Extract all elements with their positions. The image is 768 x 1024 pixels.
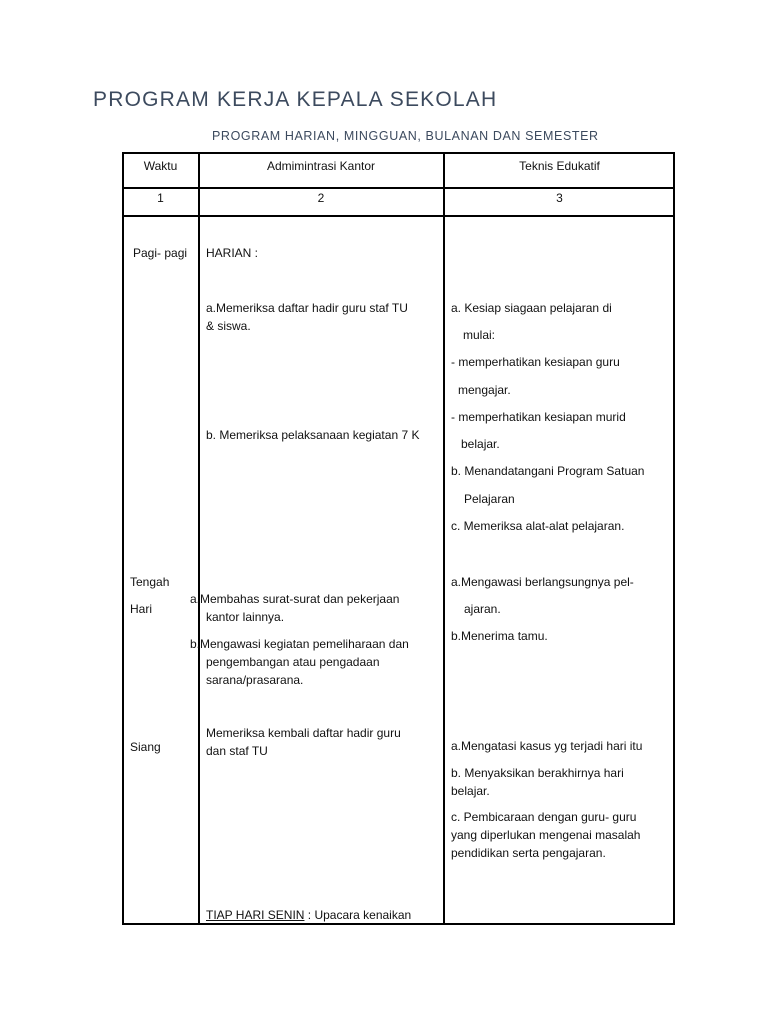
edu-item-d2-line2: belajar. (461, 437, 500, 451)
header-administrasi: Admimintrasi Kantor (266, 159, 376, 173)
admin-item-b1: b. Memeriksa pelaksanaan kegiatan 7 K (206, 428, 420, 442)
admin-senin-rest: : Upacara kenaikan (304, 908, 412, 922)
edu-item-b1-line2: Pelajaran (464, 492, 515, 506)
edu-item-a3: a.Mengatasi kasus yg terjadi hari itu (451, 739, 643, 753)
admin-item-b2-line2: pengembangan atau pengadaan (206, 655, 380, 669)
waktu-pagi: Pagi- pagi (133, 246, 188, 260)
edu-item-a2-line1: a.Mengawasi berlangsungnya pel- (451, 575, 634, 589)
column-divider-1 (198, 152, 200, 925)
column-number-1: 1 (157, 191, 164, 205)
admin-item-a1-line2: & siswa. (206, 319, 251, 333)
header-edukatif: Teknis Edukatif (519, 159, 600, 173)
admin-item-a2-line2: kantor lainnya. (206, 610, 285, 624)
header-waktu: Waktu (143, 159, 178, 173)
admin-item-b2-line3: sarana/prasarana. (206, 673, 304, 687)
admin-harian-label: HARIAN : (206, 246, 259, 260)
edu-item-c3-line1: c. Pembicaraan dengan guru- guru (451, 810, 637, 824)
admin-siang-line2: dan staf TU (206, 744, 268, 758)
admin-item-a1-line1: a.Memeriksa daftar hadir guru staf TU (206, 301, 408, 315)
column-divider-2 (443, 152, 445, 925)
admin-senin-line (206, 906, 411, 924)
edu-item-c3-line3: pendidikan serta pengajaran. (451, 846, 606, 860)
admin-item-b2-line1: b.Mengawasi kegiatan pemeliharaan dan (190, 637, 409, 651)
column-number-3: 3 (556, 191, 563, 205)
edu-item-b3-line1: b. Menyaksikan berakhirnya hari (451, 766, 624, 780)
edu-item-b2: b.Menerima tamu. (451, 629, 548, 643)
header-divider (122, 187, 675, 189)
admin-item-a2-line1: a.Membahas surat-surat dan pekerjaan (190, 592, 400, 606)
edu-item-a2-line2: ajaran. (464, 602, 501, 616)
waktu-tengah: Tengah (130, 575, 170, 589)
waktu-hari: Hari (130, 602, 153, 616)
waktu-siang: Siang (130, 740, 161, 754)
number-row-divider (122, 215, 675, 217)
edu-item-c3-line2: yang diperlukan mengenai masalah (451, 828, 641, 842)
admin-senin-label: TIAP HARI SENIN (206, 908, 305, 922)
edu-item-d1-line2: mengajar. (458, 383, 511, 397)
edu-item-a1-line1: a. Kesiap siagaan pelajaran di (451, 301, 612, 315)
page-title: PROGRAM KERJA KEPALA SEKOLAH (93, 88, 498, 111)
edu-item-b1-line1: b. Menandatangani Program Satuan (451, 464, 645, 478)
edu-item-a1-line2: mulai: (463, 328, 496, 342)
column-number-2: 2 (317, 191, 325, 205)
edu-item-d2-line1: - memperhatikan kesiapan murid (451, 410, 626, 424)
page-subtitle: PROGRAM HARIAN, MINGGUAN, BULANAN DAN SEMESTER (212, 129, 599, 143)
edu-item-b3-line2: belajar. (451, 784, 490, 798)
admin-siang-line1: Memeriksa kembali daftar hadir guru (206, 726, 401, 740)
edu-item-c1: c. Memeriksa alat-alat pelajaran. (451, 519, 625, 533)
edu-item-d1-line1: - memperhatikan kesiapan guru (451, 355, 620, 369)
